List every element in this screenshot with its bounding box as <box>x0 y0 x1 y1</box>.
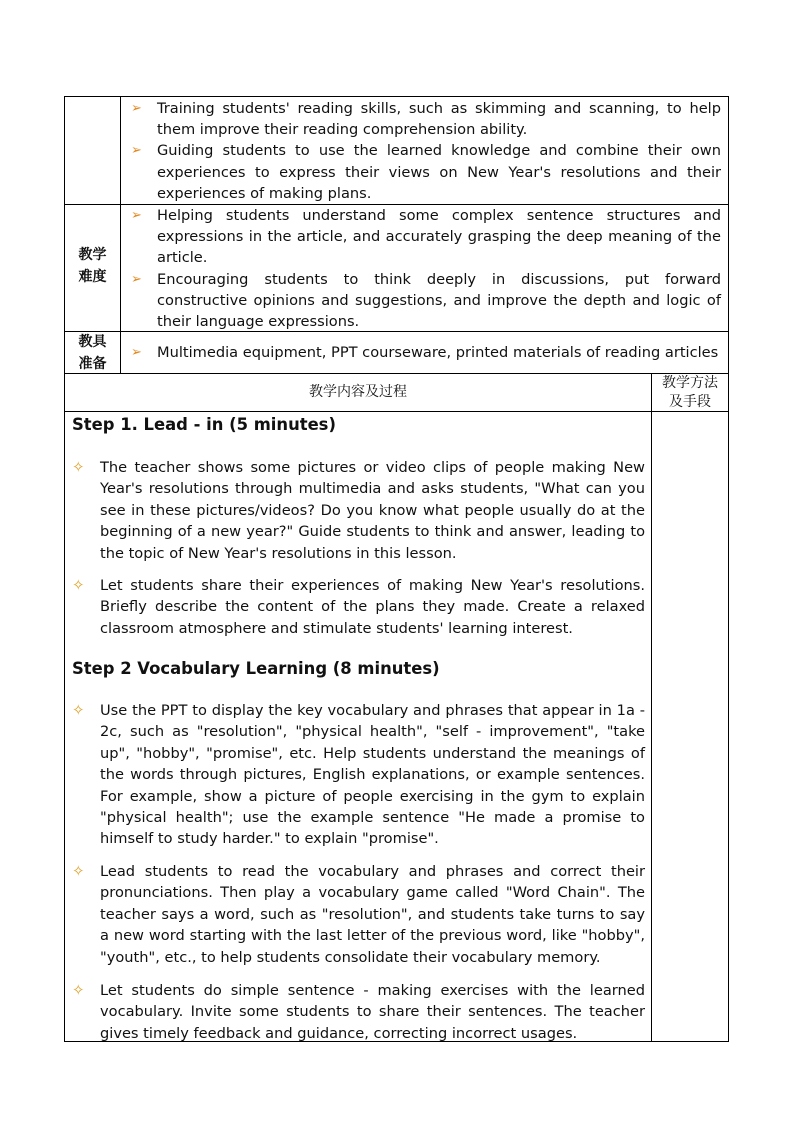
difficulty-label: 教学 难度 <box>78 247 107 285</box>
list-item: ✧ Use the PPT to display the key vocabulary and phrases that appear in 1a - 2c, such as "resolution", "physical health", "self - improvement", "take up", "hobby", "promise", etc. Help students understand the meanings of the words through pictures, English explanations, or example sentences. For example, show a picture of people exercising in the gym to explain "physical health"; use the example sentence "He made a promise to himself to study harder." to explain "promise". <box>72 701 645 848</box>
diamond-bullet-icon: ✧ <box>72 576 85 594</box>
arrow-bullet-icon: ➢ <box>131 101 142 116</box>
diamond-bullet-icon: ✧ <box>72 981 85 999</box>
difficulties-list <box>122 205 721 332</box>
tools-list <box>122 342 721 363</box>
list-item: ➢ Multimedia equipment, PPT courseware, printed materials of reading articles <box>122 342 721 363</box>
list-item: ✧ Let students do simple sentence - making exercises with the learned vocabulary. Invite some students to share their sentences. The teacher gives timely feedback and guidance, correcting incorrect usages. <box>72 981 645 1042</box>
list-item: ✧ Lead students to read the vocabulary and phrases and correct their pronunciations. Then play a vocabulary game called "Word Chain". The teacher says a word, such as "resolution", and students take turns to say a new word starting with the last letter of the previous word, like "hobby", "youth", etc., to help students consolidate their vocabulary memory. <box>72 862 645 966</box>
list-item: ➢ Helping students understand some complex sentence structures and expressions in the article, and accurately grasping the deep meaning of the article. <box>131 207 721 267</box>
step1-title: Step 1. Lead - in (5 minutes) <box>72 415 336 434</box>
list-item: ✧ Let students share their experiences of making New Year's resolutions. Briefly describe the content of the plans they made. Create a relaxed classroom atmosphere and stimulate students' learning interest. <box>72 576 645 637</box>
objectives-list <box>122 98 721 204</box>
diamond-bullet-icon: ✧ <box>72 862 85 880</box>
arrow-bullet-icon: ➢ <box>131 143 142 159</box>
content-header: 教学内容及过程 <box>309 384 407 400</box>
diamond-bullet-icon: ✧ <box>72 458 85 476</box>
list-item: ➢ Training students' reading skills, such as skimming and scanning, to help them improve their reading comprehension ability. <box>131 100 721 139</box>
arrow-bullet-icon: ➢ <box>131 208 142 223</box>
arrow-bullet-icon: ➢ <box>131 271 142 287</box>
list-item: ➢ Encouraging students to think deeply in discussions, put forward constructive opinions and suggestions, and improve the depth and logic of their language expressions. <box>131 270 721 331</box>
list-item: ✧ The teacher shows some pictures or video clips of people making New Year's resolutions through multimedia and asks students, "What can you see in these pictures/videos? Do you know what people usually do at the beginning of a new year?" Guide students to think and answer, leading to the topic of New Year's resolutions in this lesson. <box>72 458 645 562</box>
method-header: 教学方法 及手段 <box>662 375 718 410</box>
arrow-bullet-icon: ➢ <box>131 345 142 360</box>
diamond-bullet-icon: ✧ <box>72 701 85 719</box>
tools-label: 教具 准备 <box>78 334 107 372</box>
list-item: ➢ Guiding students to use the learned knowledge and combine their own experiences to express their views on New Year's resolutions and their experiences of making plans. <box>131 142 721 202</box>
step2-title: Step 2 Vocabulary Learning (8 minutes) <box>72 659 440 678</box>
